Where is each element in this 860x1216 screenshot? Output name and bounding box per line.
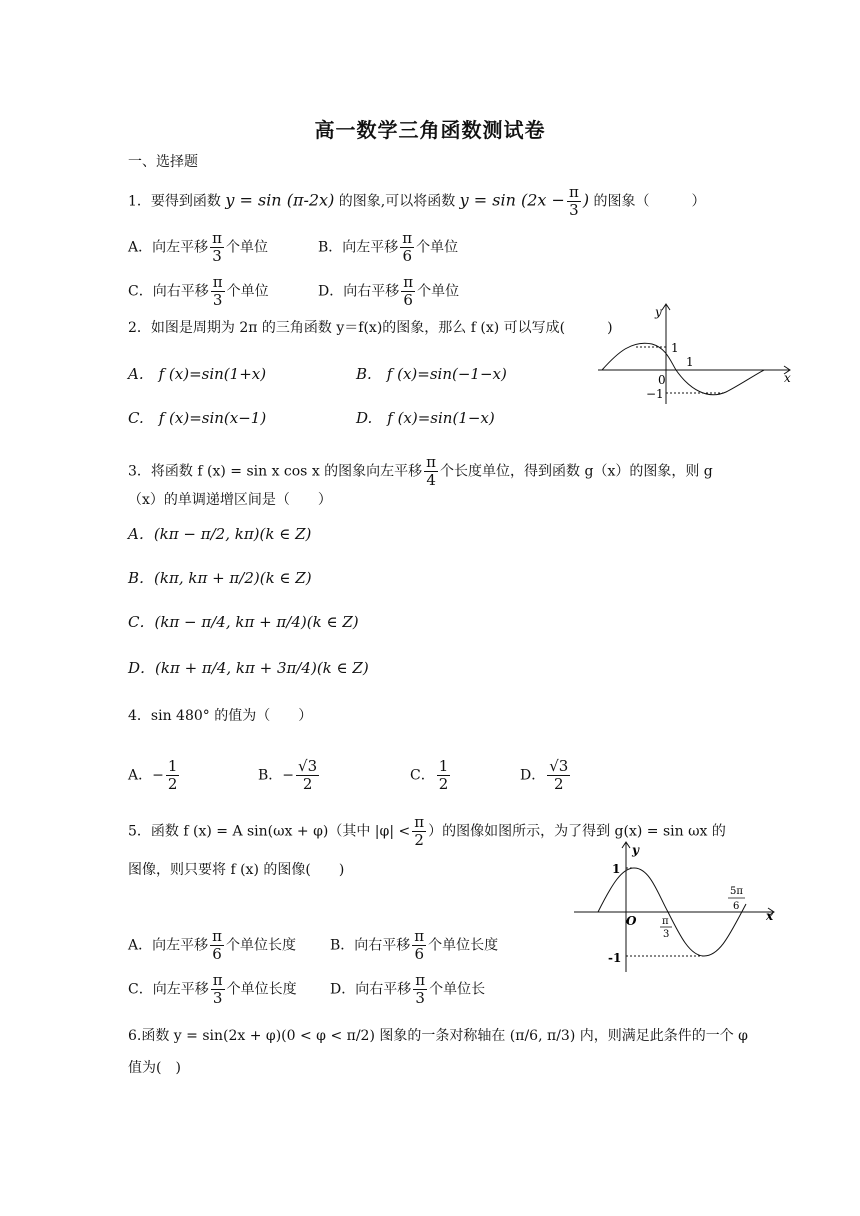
q3-option-b: B．(kπ, kπ + π/2)(k ∈ Z) [128, 569, 312, 587]
q2-option-c: C. f (x)=sin(x−1) [128, 409, 267, 427]
q2-option-b: B. f (x)=sin(−1−x) [356, 365, 507, 383]
q3-option-d: D．(kπ + π/4, kπ + 3π/4)(k ∈ Z) [128, 659, 369, 677]
q5-y-label: y [632, 843, 639, 857]
q6-line2: 值为( ) [128, 1060, 181, 1076]
question-6: 6.函数 y = sin(2x + φ)(0 < φ < π/2) 图象的一条对称轴在 (π/6, π/3) 内，则满足此条件的一个 φ [128, 1028, 748, 1044]
section-heading: 一、选择题 [128, 154, 198, 170]
question-5: 5．函数 f (x) = A sin(ωx + φ)（其中 |φ| < $\frac{\pi}{2}$ ）的图像如图所示，为了得到 g(x) = sin ωx 的 [128, 813, 726, 849]
q2-y-label: y [655, 305, 662, 319]
q1-text-b: 的图象,可以将函数 [334, 193, 460, 210]
q1-option-b: B．向左平移 $\frac{\pi}{6}$ 个单位 [318, 229, 459, 265]
q2-x-label: x [784, 371, 791, 385]
q4-option-a: A．− $\frac{1}{2}$ [128, 757, 178, 793]
q2-option-d: D. f (x)=sin(1−x) [356, 409, 495, 427]
question-4: 4．sin 480° 的值为（ ） [128, 708, 313, 724]
q3-option-a: A．(kπ − π/2, kπ)(k ∈ Z) [128, 525, 312, 543]
q5-option-a: A．向左平移 $\frac{\pi}{6}$ 个单位长度 [128, 927, 296, 963]
q2-graph [598, 300, 798, 406]
q5-5pi6-num: 5π [730, 886, 743, 897]
q1-frac: $\frac{\pi}{3}$ [568, 183, 579, 219]
question-1 [128, 184, 706, 219]
question-2: 2．如图是周期为 2π 的三角函数 y＝f(x)的图象，那么 f (x) 可以写成( ) [128, 320, 613, 336]
q1-expr2-left: y = sin (2x − [459, 190, 565, 210]
q2-neg-one-label: −1 [646, 387, 664, 401]
q3-option-c: C．(kπ − π/4, kπ + π/4)(k ∈ Z) [128, 613, 359, 631]
q4-option-d: D． $\frac{√3}{2}$ [520, 757, 569, 793]
q2-origin-label: 0 [658, 373, 666, 387]
q1-text-c: 的图象（ ） [589, 193, 706, 210]
q5-option-d: D．向右平移 $\frac{\pi}{3}$ 个单位长 [330, 971, 486, 1007]
q1-text-a: 1．要得到函数 [128, 193, 226, 210]
q5-graph [570, 838, 780, 974]
q5-pi3-num: π [662, 916, 669, 927]
q1-expr1: y = sin (π-2x) [225, 190, 335, 210]
q1-expr2-right: ) [582, 190, 590, 210]
q1-option-d: D．向右平移 $\frac{\pi}{6}$ 个单位 [318, 273, 460, 309]
q2-sine-curve [602, 343, 764, 395]
q3-line2: （x）的单调递增区间是（ ） [128, 492, 332, 508]
q5-5pi6-den: 6 [733, 901, 740, 912]
q1-option-a: A．向左平移 $\frac{\pi}{3}$ 个单位 [128, 229, 268, 265]
q4-option-b: B．− $\frac{√3}{2}$ [258, 757, 318, 793]
q2-one-label: 1 [671, 341, 679, 355]
q5-pi3-den: 3 [663, 929, 670, 940]
q5-option-c: C．向左平移 $\frac{\pi}{3}$ 个单位长度 [128, 971, 297, 1007]
q5-option-b: B．向右平移 $\frac{\pi}{6}$ 个单位长度 [330, 927, 499, 963]
q5-x-label: x [766, 909, 774, 923]
page-title: 高一数学三角函数测试卷 [314, 118, 546, 142]
q4-option-c: C． $\frac{1}{2}$ [410, 757, 449, 793]
q5-line2: 图像，则只要将 f (x) 的图像( ) [128, 862, 345, 878]
q2-option-a: A. f (x)=sin(1+x) [128, 365, 267, 383]
q5-one-label: 1 [612, 862, 621, 876]
q5-neg-one-label: -1 [608, 951, 622, 965]
q5-origin-label: O [626, 914, 637, 928]
question-3: 3．将函数 f (x) = sin x cos x 的图象向左平移 $\frac{\pi}{4}$ 个长度单位，得到函数 g（x）的图象，则 g [128, 453, 713, 489]
q1-option-c: C．向右平移 $\frac{\pi}{3}$ 个单位 [128, 273, 269, 309]
q2-one-x-label: 1 [686, 355, 694, 369]
